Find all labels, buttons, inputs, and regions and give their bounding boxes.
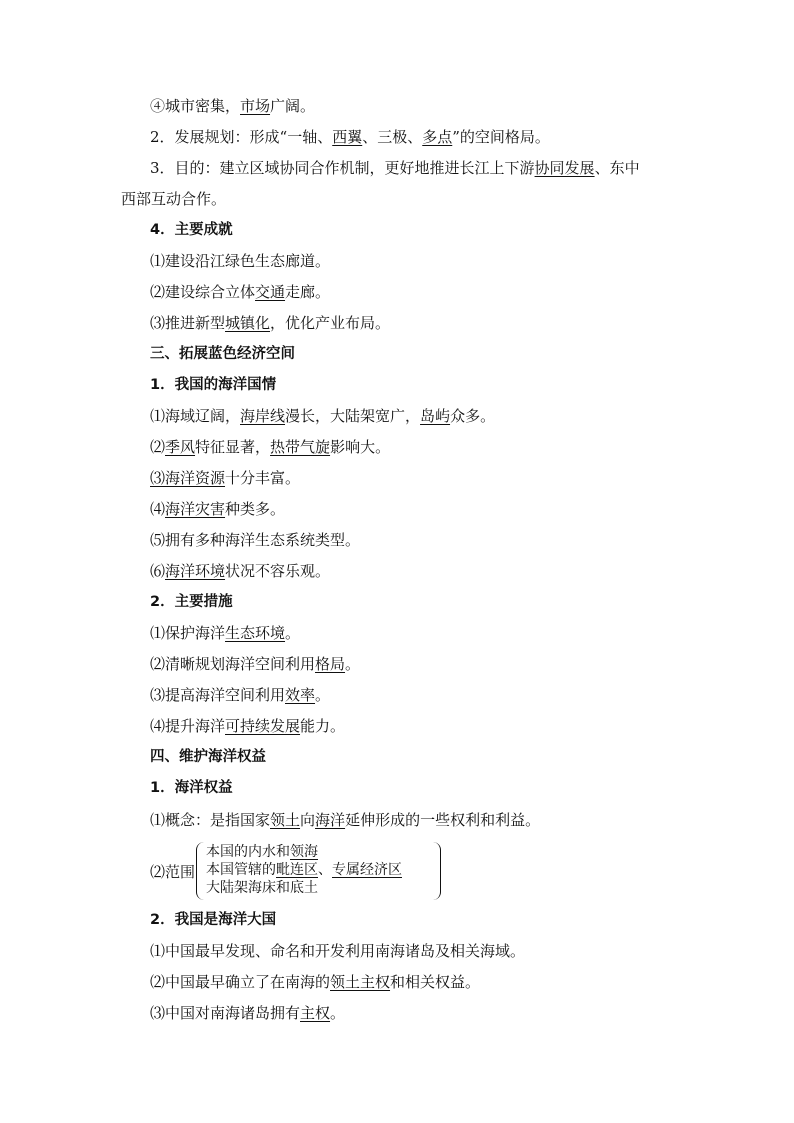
fill-blank: 专属经济区 bbox=[332, 862, 402, 878]
text: 漫长，大陆架宽广， bbox=[285, 407, 421, 425]
text-line bbox=[150, 810, 540, 830]
fill-blank: 热带气旋 bbox=[270, 438, 331, 456]
fill-blank: 市场 bbox=[240, 97, 271, 115]
heading-text: 4．主要成就 bbox=[150, 222, 233, 238]
text: 西部互动合作。 bbox=[121, 190, 227, 208]
text: ⑶推进新型 bbox=[150, 314, 226, 332]
fill-blank: 协同发展 bbox=[534, 159, 595, 177]
fill-blank: 季风 bbox=[165, 438, 196, 456]
heading-text: 2．主要措施 bbox=[150, 594, 233, 610]
text-line bbox=[150, 437, 390, 457]
text: 、东中 bbox=[594, 159, 640, 177]
text-line bbox=[150, 468, 300, 488]
text: ⑶中国对南海诸岛拥有 bbox=[150, 1004, 301, 1022]
text-line bbox=[150, 716, 345, 736]
text: 、 bbox=[318, 862, 332, 878]
text: 能力。 bbox=[300, 717, 346, 735]
text: ⑴保护海洋 bbox=[150, 624, 226, 642]
fill-blank: 生态环境 bbox=[225, 624, 286, 642]
text: 众多。 bbox=[450, 407, 496, 425]
text: ⑷ bbox=[150, 500, 166, 518]
text-line bbox=[150, 972, 480, 992]
text: ⑴海域辽阔， bbox=[150, 407, 241, 425]
text: ”的空间格局。 bbox=[452, 128, 550, 146]
text: 走廊。 bbox=[285, 283, 331, 301]
text: ⑴概念：是指国家 bbox=[150, 811, 271, 829]
text: 本国管辖的 bbox=[206, 862, 276, 878]
text-line bbox=[150, 530, 360, 550]
text: ⑵中国最早确立了在南海的 bbox=[150, 973, 331, 991]
text: ⑶提高海洋空间利用 bbox=[150, 686, 286, 704]
text: 。 bbox=[285, 624, 301, 642]
text: ⑷提升海洋 bbox=[150, 717, 226, 735]
scope-items bbox=[206, 843, 402, 897]
text-line bbox=[150, 941, 525, 961]
text: ⑴建设沿江绿色生态廊道。 bbox=[150, 252, 331, 270]
text-line bbox=[150, 406, 495, 426]
scope-item bbox=[206, 843, 402, 861]
text: 十分丰富。 bbox=[225, 469, 301, 487]
left-brace bbox=[196, 842, 205, 900]
text: 种类多。 bbox=[225, 500, 286, 518]
fill-blank: 格局 bbox=[315, 655, 346, 673]
text-line bbox=[150, 127, 550, 147]
text-line bbox=[150, 654, 360, 674]
fill-blank: 城镇化 bbox=[225, 314, 271, 332]
section-heading bbox=[150, 910, 276, 930]
text: ⑵清晰规划海洋空间利用 bbox=[150, 655, 316, 673]
fill-blank: 海洋灾害 bbox=[165, 500, 226, 518]
text-line bbox=[150, 685, 330, 705]
text: ⑵ bbox=[150, 438, 166, 456]
fill-blank: 领土主权 bbox=[330, 973, 391, 991]
right-brace bbox=[432, 842, 441, 900]
text: 2．发展规划：形成“一轴、 bbox=[150, 128, 333, 146]
fill-blank: 毗连区 bbox=[276, 862, 318, 878]
fill-blank: 效率 bbox=[285, 686, 316, 704]
fill-blank: 可持续发展 bbox=[225, 717, 301, 735]
section-heading bbox=[150, 747, 266, 767]
scope-brace-group bbox=[150, 842, 450, 902]
text-line bbox=[150, 1003, 345, 1023]
text-line bbox=[150, 96, 315, 116]
fill-blank: ⑶海洋资源 bbox=[150, 469, 226, 487]
text-line bbox=[150, 561, 330, 581]
fill-blank: 岛屿 bbox=[420, 407, 451, 425]
text-line bbox=[150, 623, 300, 643]
text: ⑸拥有多种海洋生态系统类型。 bbox=[150, 531, 361, 549]
text-line bbox=[150, 158, 640, 178]
fill-blank: 交通 bbox=[255, 283, 286, 301]
fill-blank: 海洋环境 bbox=[165, 562, 226, 580]
heading-text: 2．我国是海洋大国 bbox=[150, 912, 277, 928]
fill-blank: 海洋 bbox=[315, 811, 346, 829]
fill-blank: 领土 bbox=[270, 811, 301, 829]
fill-blank: 西翼 bbox=[332, 128, 363, 146]
heading-text: 1．海洋权益 bbox=[150, 780, 233, 796]
text-line bbox=[150, 251, 330, 271]
text: ④城市密集， bbox=[150, 97, 241, 115]
fill-blank: 领海 bbox=[290, 844, 318, 860]
text: 。 bbox=[330, 1004, 346, 1022]
text: 大陆架海床和底土 bbox=[206, 880, 318, 896]
text: 广阔。 bbox=[270, 97, 316, 115]
fill-blank: 主权 bbox=[300, 1004, 331, 1022]
scope-item bbox=[206, 861, 402, 879]
text: 3．目的：建立区域协同合作机制，更好地推进长江上下游 bbox=[150, 159, 535, 177]
scope-label: ⑵范围 bbox=[150, 863, 196, 881]
section-heading bbox=[150, 375, 276, 395]
section-heading bbox=[150, 592, 233, 612]
text-line bbox=[150, 313, 390, 333]
text: 和相关权益。 bbox=[390, 973, 481, 991]
text: ⑴中国最早发现、命名和开发利用南海诸岛及相关海域。 bbox=[150, 942, 526, 960]
text: 。 bbox=[315, 686, 331, 704]
text: 特征显著， bbox=[195, 438, 271, 456]
text: 、三极、 bbox=[362, 128, 423, 146]
text: 影响大。 bbox=[330, 438, 391, 456]
text: 。 bbox=[345, 655, 361, 673]
fill-blank: 海岸线 bbox=[240, 407, 286, 425]
text: ⑵建设综合立体 bbox=[150, 283, 256, 301]
text-line bbox=[121, 189, 226, 209]
fill-blank: 多点 bbox=[422, 128, 453, 146]
heading-text: 三、拓展蓝色经济空间 bbox=[150, 346, 295, 362]
section-heading bbox=[150, 220, 233, 240]
heading-text: 1．我国的海洋国情 bbox=[150, 377, 277, 393]
text: 延伸形成的一些权利和利益。 bbox=[345, 811, 541, 829]
text: 本国的内水和 bbox=[206, 844, 290, 860]
text: ⑹ bbox=[150, 562, 166, 580]
text-line bbox=[150, 499, 285, 519]
text: ，优化产业布局。 bbox=[270, 314, 391, 332]
text-line bbox=[150, 282, 330, 302]
text: 向 bbox=[300, 811, 316, 829]
section-heading bbox=[150, 778, 233, 798]
heading-text: 四、维护海洋权益 bbox=[150, 749, 266, 765]
section-heading bbox=[150, 344, 295, 364]
text: 状况不容乐观。 bbox=[225, 562, 331, 580]
scope-item bbox=[206, 879, 402, 897]
